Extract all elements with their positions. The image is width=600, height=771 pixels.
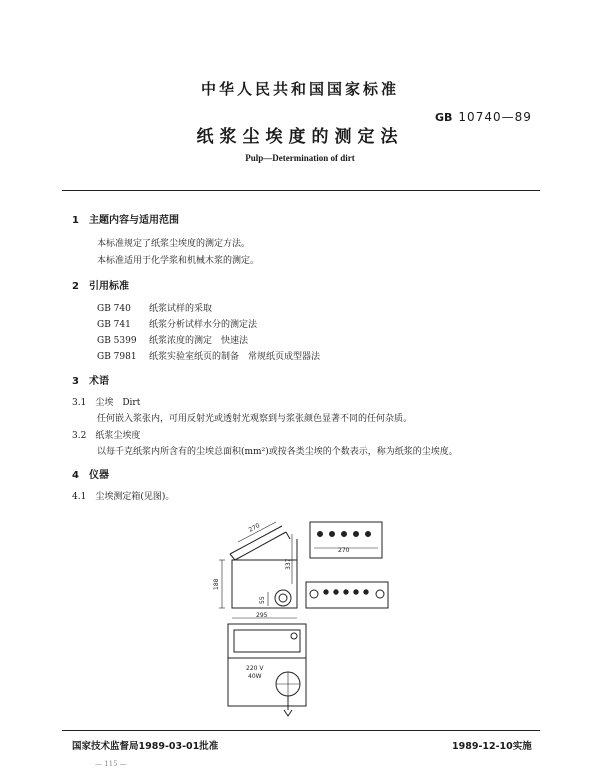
term-3-2-label: 3.2 纸浆尘埃度	[72, 431, 141, 441]
dirt-test-box-figure	[210, 512, 400, 722]
english-title: Pulp—Determination of dirt	[245, 153, 355, 163]
dim-height: 188	[213, 578, 220, 590]
approval-line: 国家技术监督局1989-03-01批准	[72, 741, 219, 752]
reference-code: GB 740	[97, 304, 131, 314]
dim-side: 337	[285, 558, 292, 570]
standard-code: 10740—89	[458, 110, 532, 124]
header-divider	[62, 190, 540, 191]
dim-slant: 270	[247, 522, 262, 534]
term-3-1-definition: 任何嵌入浆张内，可用反射光或透射光观察到与浆张颜色显著不同的任何杂质。	[97, 414, 413, 424]
dim-small: 55	[259, 596, 266, 604]
section-2-heading: 2 引用标准	[72, 281, 129, 292]
section-1-heading: 1 主题内容与适用范围	[72, 215, 179, 226]
plan-view	[228, 618, 306, 716]
standard-prefix: GB	[435, 111, 453, 124]
reference-item	[97, 349, 320, 362]
reference-title: 纸浆试样的采取	[149, 304, 213, 314]
lamp-wattage: 40W	[248, 673, 262, 680]
document-title: 纸浆尘埃度的测定法	[196, 127, 404, 147]
footer-divider	[62, 730, 540, 731]
term-3-2-definition: 以每千克纸浆内所含有的尘埃总面积(mm²)或按各类尘埃的个数表示，称为纸浆的尘埃度。	[97, 447, 458, 457]
section-1-paragraph-2: 本标准适用于化学浆和机械木浆的测定。	[97, 256, 260, 266]
section-4-heading: 4 仪器	[72, 470, 109, 481]
page-number: — 115 —	[95, 760, 127, 768]
section-1-paragraph-1: 本标准规定了纸浆尘埃度的测定方法。	[97, 239, 251, 249]
front-view	[306, 522, 388, 608]
reference-title: 纸浆实验室纸页的制备 常规纸页成型器法	[149, 352, 321, 362]
reference-item	[97, 301, 212, 314]
reference-code: GB 741	[97, 320, 131, 330]
lamp-voltage: 220 V	[246, 665, 264, 672]
reference-item	[97, 333, 248, 346]
dim-base: 295	[256, 612, 268, 619]
reference-code: GB 7981	[97, 352, 137, 362]
implementation-date: 1989-12-10实施	[452, 741, 532, 752]
reference-code: GB 5399	[97, 336, 137, 346]
section-3-heading: 3 术语	[72, 376, 109, 387]
reference-item	[97, 317, 257, 330]
instrument-4-1: 4.1 尘埃测定箱(见图)。	[72, 492, 175, 502]
dim-top-width: 270	[338, 547, 350, 554]
reference-title: 纸浆浓度的测定 快速法	[149, 336, 249, 346]
reference-title: 纸浆分析试样水分的测定法	[149, 320, 258, 330]
national-standard-heading: 中华人民共和国国家标准	[200, 80, 399, 98]
term-3-1-label: 3.1 尘埃 Dirt	[72, 398, 141, 408]
